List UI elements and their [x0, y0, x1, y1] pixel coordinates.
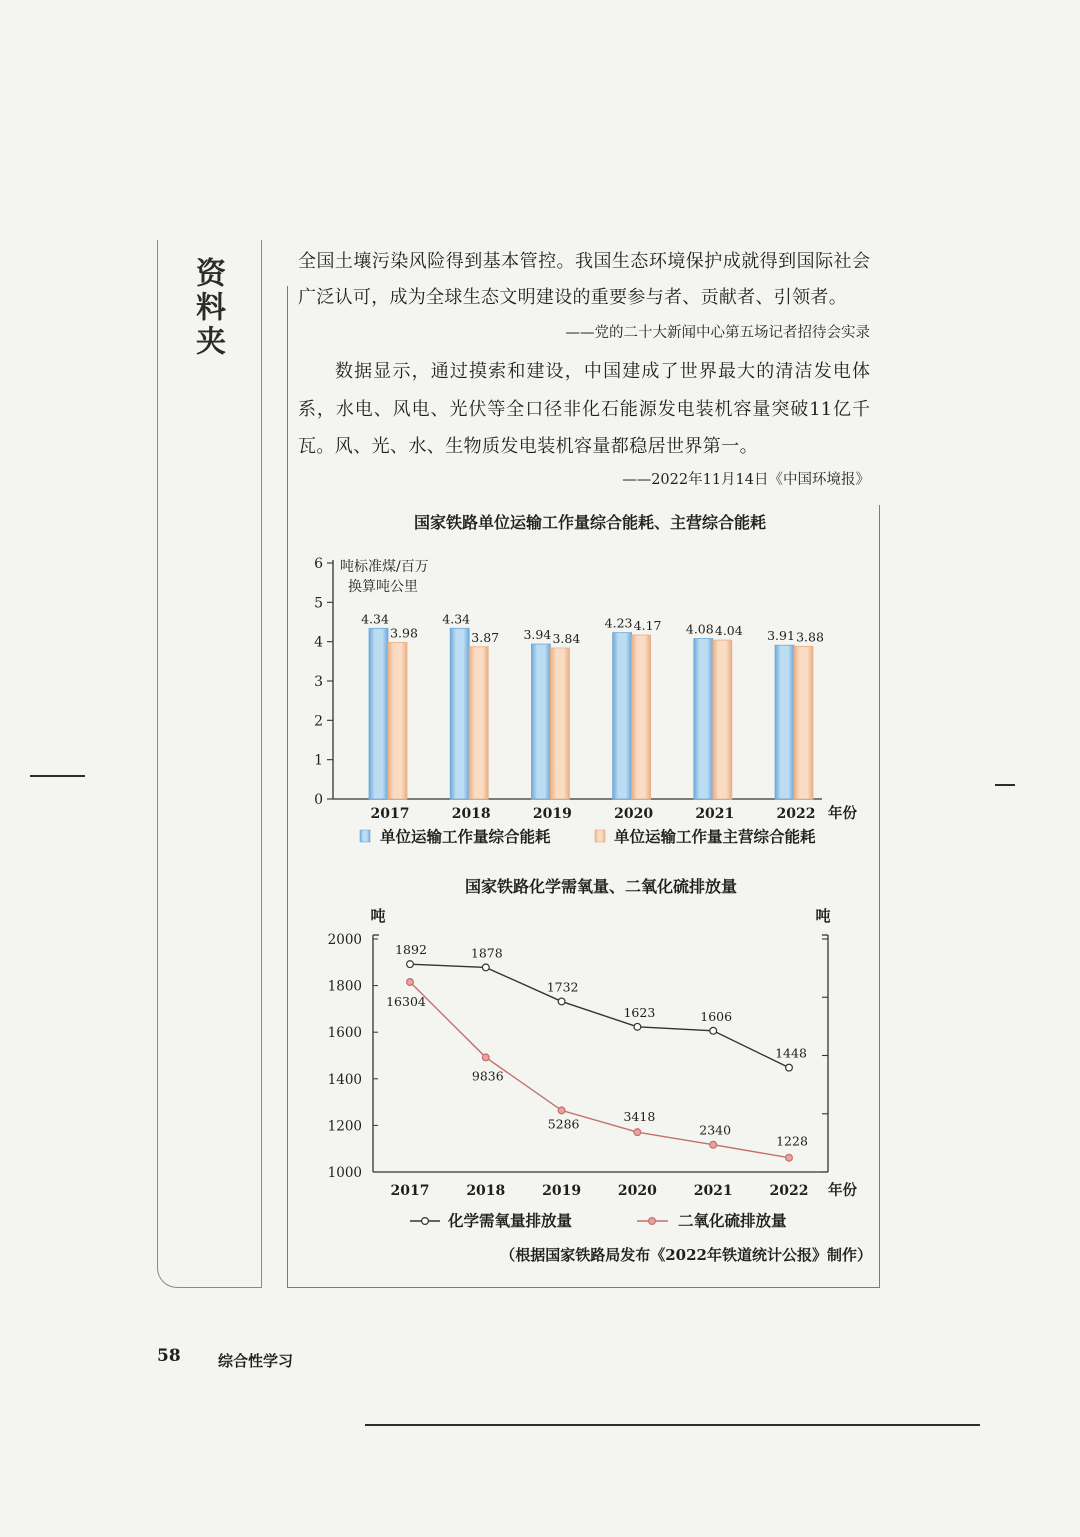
point-value-label: 5286: [547, 1116, 580, 1132]
legend-label: 单位运输工作量主营综合能耗: [614, 827, 816, 846]
legend-marker: [649, 1218, 656, 1225]
bar-value-label: 3.88: [796, 629, 824, 645]
x-tick-label: 2022: [769, 1183, 809, 1199]
sidebar-title: 资料夹: [190, 257, 225, 359]
crop-mark-right: [995, 784, 1015, 786]
bar-series1-2020: [613, 633, 632, 799]
point-value-label: 1732: [546, 979, 579, 995]
bar-value-label: 3.87: [471, 629, 500, 645]
point-value-label: 16304: [386, 994, 426, 1010]
bar-series2-2020: [632, 635, 651, 799]
bar-series2-2022: [794, 646, 813, 799]
point-series2-2022: [786, 1154, 793, 1161]
legend-label: 化学需氧量排放量: [448, 1211, 573, 1230]
x-tick-label: 2017: [370, 806, 410, 822]
legend-swatch: [360, 830, 370, 842]
point-series1-2019: [558, 998, 565, 1005]
x-tick-label: 2017: [390, 1183, 430, 1199]
point-value-label: 3418: [623, 1109, 656, 1125]
y-tick-label: 3: [314, 674, 323, 690]
bar-series1-2021: [694, 639, 713, 799]
y-left-unit-label: 吨: [370, 907, 386, 925]
main-frame-bottom: [287, 1287, 880, 1288]
x-tick-label: 2018: [451, 806, 491, 822]
y-tick-label: 2: [314, 713, 323, 730]
point-value-label: 2340: [699, 1122, 732, 1138]
point-series2-2019: [558, 1107, 565, 1114]
line-series1: [410, 964, 789, 1067]
point-series2-2017: [407, 979, 414, 986]
paragraph1-line2: 广泛认可，成为全球生态文明建设的重要参与者、贡献者、引领者。: [298, 287, 847, 308]
bar-series1-2017: [369, 628, 388, 799]
bar-value-label: 3.94: [523, 627, 552, 643]
chart-source-note: （根据国家铁路局发布《2022年铁道统计公报》制作）: [500, 1246, 872, 1264]
y-left-tick-label: 1000: [327, 1165, 362, 1181]
point-series1-2017: [407, 961, 414, 968]
x-tick-label: 2022: [776, 806, 816, 822]
emission-line-chart: [300, 900, 870, 1240]
y-tick-label: 4: [314, 634, 323, 651]
point-series1-2020: [634, 1023, 641, 1030]
x-tick-label: 2021: [693, 1183, 733, 1199]
bar-series1-2022: [775, 645, 794, 799]
footer-rule: [365, 1424, 980, 1426]
bar-value-label: 4.17: [633, 617, 662, 633]
point-value-label: 1623: [623, 1004, 656, 1020]
point-series1-2018: [482, 964, 489, 971]
legend-marker: [422, 1218, 429, 1225]
bar-series2-2021: [713, 640, 732, 799]
bar-value-label: 3.84: [552, 630, 581, 646]
quote-source-2: ——2022年11月14日《中国环境报》: [622, 472, 870, 488]
chart1-title: 国家铁路单位运输工作量综合能耗、主营综合能耗: [413, 513, 766, 532]
point-value-label: 1448: [775, 1045, 807, 1061]
bar-series1-2019: [531, 644, 550, 799]
y-left-tick-label: 1400: [327, 1071, 362, 1088]
bar-value-label: 4.04: [714, 623, 743, 639]
x-tick-label: 2020: [617, 1183, 657, 1199]
x-tick-label: 2019: [532, 806, 572, 822]
paragraph2-line3: 瓦。风、光、水、生物质发电装机容量都稳居世界第一。: [298, 436, 758, 457]
bar-value-label: 3.98: [390, 625, 418, 641]
y-unit-label: 吨标准煤/百万: [340, 559, 429, 575]
bar-value-label: 4.08: [685, 621, 714, 637]
y-left-tick-label: 1200: [327, 1118, 362, 1135]
paragraph1-line1: 全国土壤污染风险得到基本管控。我国生态环境保护成就得到国际社会: [298, 251, 870, 272]
y-left-tick-label: 1800: [327, 978, 362, 995]
point-value-label: 1606: [700, 1008, 733, 1024]
point-series2-2021: [710, 1141, 717, 1148]
x-tick-label: 2019: [542, 1183, 582, 1199]
paragraph2-line2: 系，水电、风电、光伏等全口径非化石能源发电装机容量突破11亿千: [298, 399, 870, 420]
bar-value-label: 4.34: [361, 611, 389, 627]
point-value-label: 1228: [776, 1133, 808, 1149]
x-tick-label: 2021: [695, 806, 735, 822]
paragraph2-line1: 数据显示，通过摸索和建设，中国建成了世界最大的清洁发电体: [335, 361, 870, 382]
legend-swatch: [595, 830, 605, 842]
y-left-tick-label: 2000: [327, 932, 362, 948]
crop-mark-left: [30, 775, 85, 777]
y-tick-label: 5: [314, 595, 323, 612]
x-axis-label: 年份: [828, 1182, 857, 1199]
bar-series2-2017: [388, 642, 407, 799]
x-axis-label: 年份: [828, 805, 857, 822]
point-series1-2022: [786, 1064, 793, 1071]
x-tick-label: 2018: [466, 1183, 506, 1199]
bar-value-label: 3.91: [767, 628, 795, 644]
bar-series1-2018: [450, 628, 469, 799]
legend-label: 单位运输工作量综合能耗: [380, 827, 551, 846]
line-series2: [410, 982, 789, 1158]
legend-label: 二氧化硫排放量: [678, 1211, 787, 1230]
sidebar-frame: [157, 240, 262, 1288]
y-left-tick-label: 1600: [327, 1025, 362, 1042]
bar-series2-2019: [550, 648, 569, 799]
y-tick-label: 0: [314, 792, 323, 808]
page-number: 58: [157, 1346, 181, 1366]
point-series2-2018: [482, 1054, 489, 1061]
quote-source-1: ——党的二十大新闻中心第五场记者招待会实录: [565, 325, 870, 341]
energy-bar-chart: [300, 545, 870, 855]
point-series2-2020: [634, 1129, 641, 1136]
bar-value-label: 4.23: [604, 615, 633, 631]
bar-value-label: 4.34: [442, 611, 471, 627]
section-title: 综合性学习: [218, 1352, 294, 1370]
y-tick-label: 6: [314, 556, 323, 572]
y-tick-label: 1: [314, 752, 323, 769]
y-right-unit-label: 吨: [815, 907, 831, 925]
y-unit-label: 换算吨公里: [348, 579, 418, 595]
point-value-label: 9836: [471, 1068, 504, 1084]
point-value-label: 1892: [395, 942, 427, 958]
x-tick-label: 2020: [614, 806, 654, 822]
point-series1-2021: [710, 1027, 717, 1034]
main-frame-left: [287, 286, 288, 1287]
bar-series2-2018: [469, 647, 488, 799]
chart2-title: 国家铁路化学需氧量、二氧化硫排放量: [464, 877, 737, 896]
point-value-label: 1878: [470, 945, 503, 961]
